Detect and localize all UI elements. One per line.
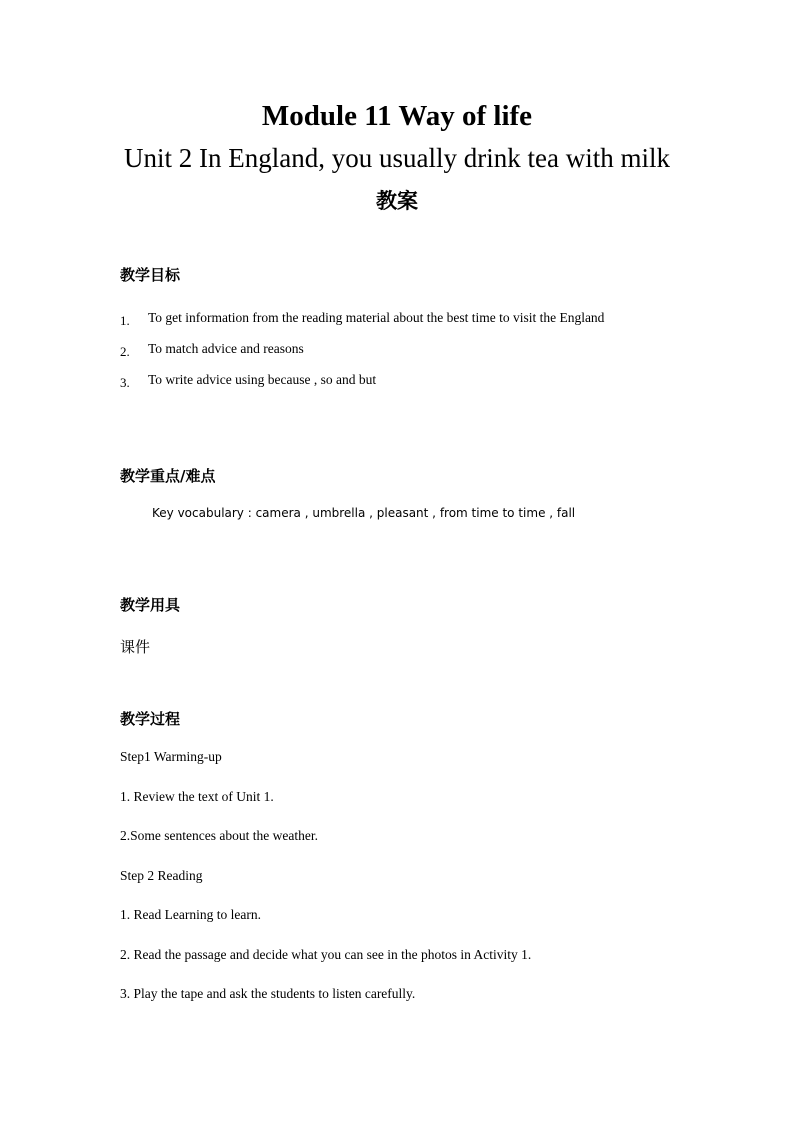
process-line: 1. Read Learning to learn.: [120, 907, 261, 922]
document-type-title: 教案: [376, 189, 418, 213]
tools-value: 课件: [120, 638, 151, 656]
key-vocabulary: Key vocabulary : camera , umbrella , pleasant , from time to time , fall: [152, 506, 576, 520]
objectives-heading: 教学目标: [120, 266, 181, 284]
objective-text: To write advice using because , so and but: [148, 372, 377, 387]
key-points-heading: 教学重点/难点: [120, 467, 216, 485]
process-line: 3. Play the tape and ask the students to listen carefully.: [120, 986, 416, 1001]
objective-number: 3.: [120, 375, 130, 390]
process-line: 2.Some sentences about the weather.: [120, 828, 318, 843]
objective-text: To get information from the reading material about the best time to visit the England: [148, 310, 605, 325]
objective-number: 1.: [120, 313, 130, 328]
process-heading: 教学过程: [120, 710, 181, 728]
process-line: 1. Review the text of Unit 1.: [120, 789, 274, 804]
process-line: 2. Read the passage and decide what you can see in the photos in Activity 1.: [120, 947, 532, 962]
process-line: Step 2 Reading: [120, 868, 203, 883]
process-line: Step1 Warming-up: [120, 749, 222, 764]
objective-text: To match advice and reasons: [148, 341, 304, 356]
unit-title: Unit 2 In England, you usually drink tea with milk: [124, 143, 670, 173]
objective-number: 2.: [120, 344, 130, 359]
tools-heading: 教学用具: [120, 596, 181, 614]
module-title: Module 11 Way of life: [261, 100, 533, 132]
